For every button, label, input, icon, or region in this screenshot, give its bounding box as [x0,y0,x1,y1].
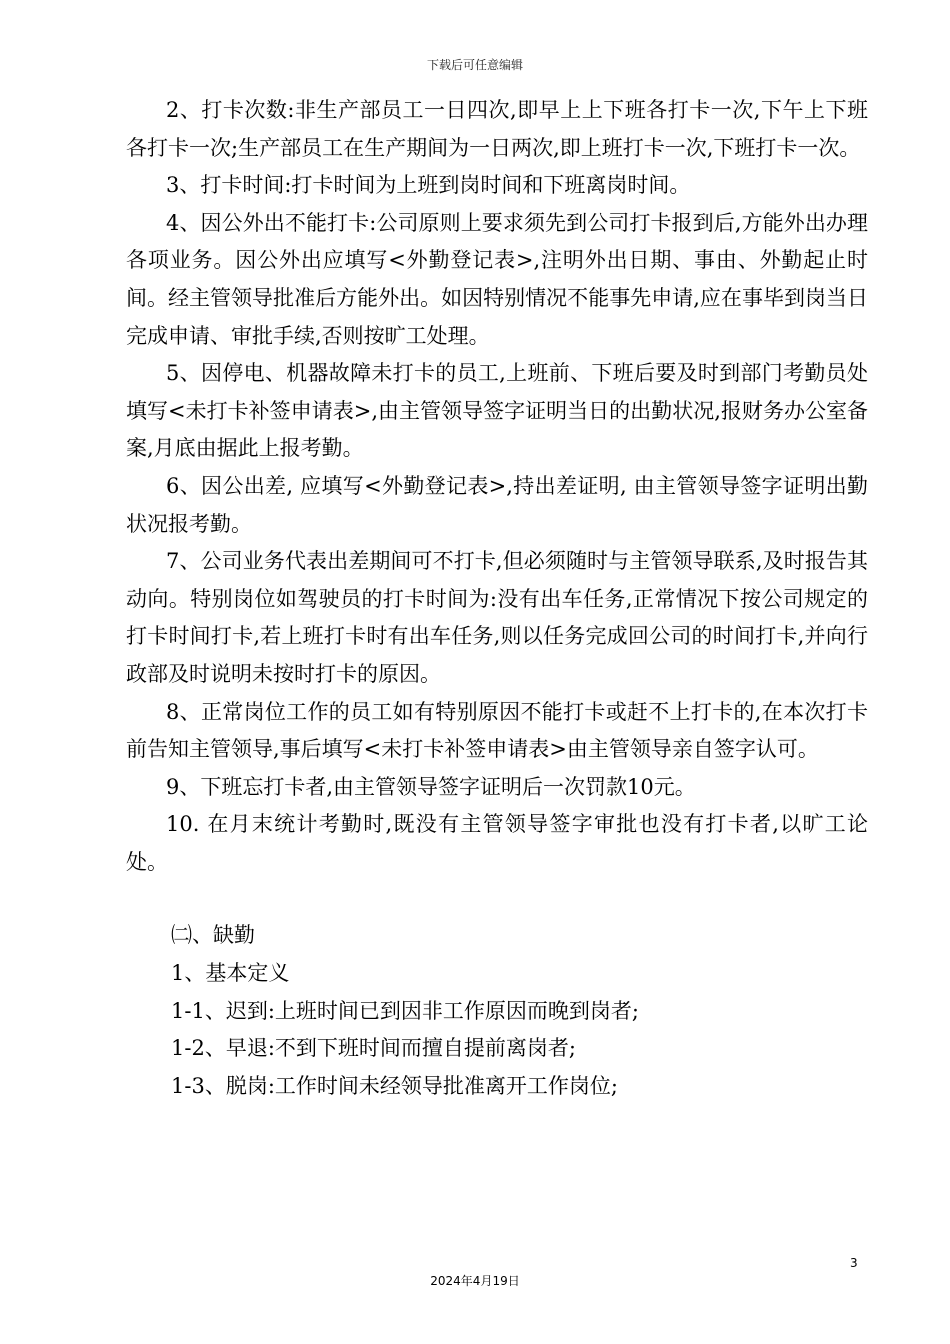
clause-10: 10. 在月末统计考勤时,既没有主管领导签字审批也没有打卡者,以旷工论处。 [126,812,868,874]
definition-early-leave: 1-2、早退:不到下班时间而擅自提前离岗者; [171,1036,576,1061]
section-subtitle: 1、基本定义 [171,961,290,986]
section-gap [126,881,868,917]
page-number: 3 [850,1256,858,1270]
clause-9: 9、下班忘打卡者,由主管领导签字证明后一次罚款10元。 [166,774,696,799]
clause-7: 7、公司业务代表出差期间可不打卡,但必须随时与主管领导联系,及时报告其动向。特别岗位如驾驶员的打卡时间为:没有出车任务,正常情况下按公司规定的打卡时间打卡,若上班打卡时有出车任务,则以任务完成回公司的时间打卡,并向行政部及时说明未按时打卡的原因。 [126,549,868,686]
section-title: ㈡、缺勤 [171,923,255,948]
clause-5: 5、因停电、机器故障未打卡的员工,上班前、下班后要及时到部门考勤员处填写<未打卡补签申请表>,由主管领导签字证明当日的出勤状况,报财务办公室备案,月底由据此上报考勤。 [126,361,868,461]
page-header: 下载后可任意编辑 [426,58,523,72]
document-body [126,92,868,1105]
footer-date: 2024年4月19日 [430,1274,520,1288]
clause-6: 6、因公出差, 应填写<外勤登记表>,持出差证明, 由主管领导签字证明出勤状况报考勤。 [126,473,868,536]
clause-2: 2、打卡次数:非生产部员工一日四次,即早上上下班各打卡一次,下午上下班各打卡一次;生产部员工在生产期间为一日两次,即上班打卡一次,下班打卡一次。 [126,98,868,160]
clause-8: 8、正常岗位工作的员工如有特别原因不能打卡或赶不上打卡的,在本次打卡前告知主管领导,事后填写<未打卡补签申请表>由主管领导亲自签字认可。 [126,699,868,762]
clause-3: 3、打卡时间:打卡时间为上班到岗时间和下班离岗时间。 [166,173,691,198]
definition-late: 1-1、迟到:上班时间已到因非工作原因而晚到岗者; [171,998,639,1023]
clause-4: 4、因公外出不能打卡:公司原则上要求须先到公司打卡报到后,方能外出办理各项业务。因公外出应填写<外勤登记表>,注明外出日期、事由、外勤起止时间。经主管领导批准后方能外出。如因特别情况不能事先申请,应在事毕到岗当日完成申请、审批手续,否则按旷工处理。 [126,210,868,348]
definition-absent-post: 1-3、脱岗:工作时间未经领导批准离开工作岗位; [171,1073,618,1098]
